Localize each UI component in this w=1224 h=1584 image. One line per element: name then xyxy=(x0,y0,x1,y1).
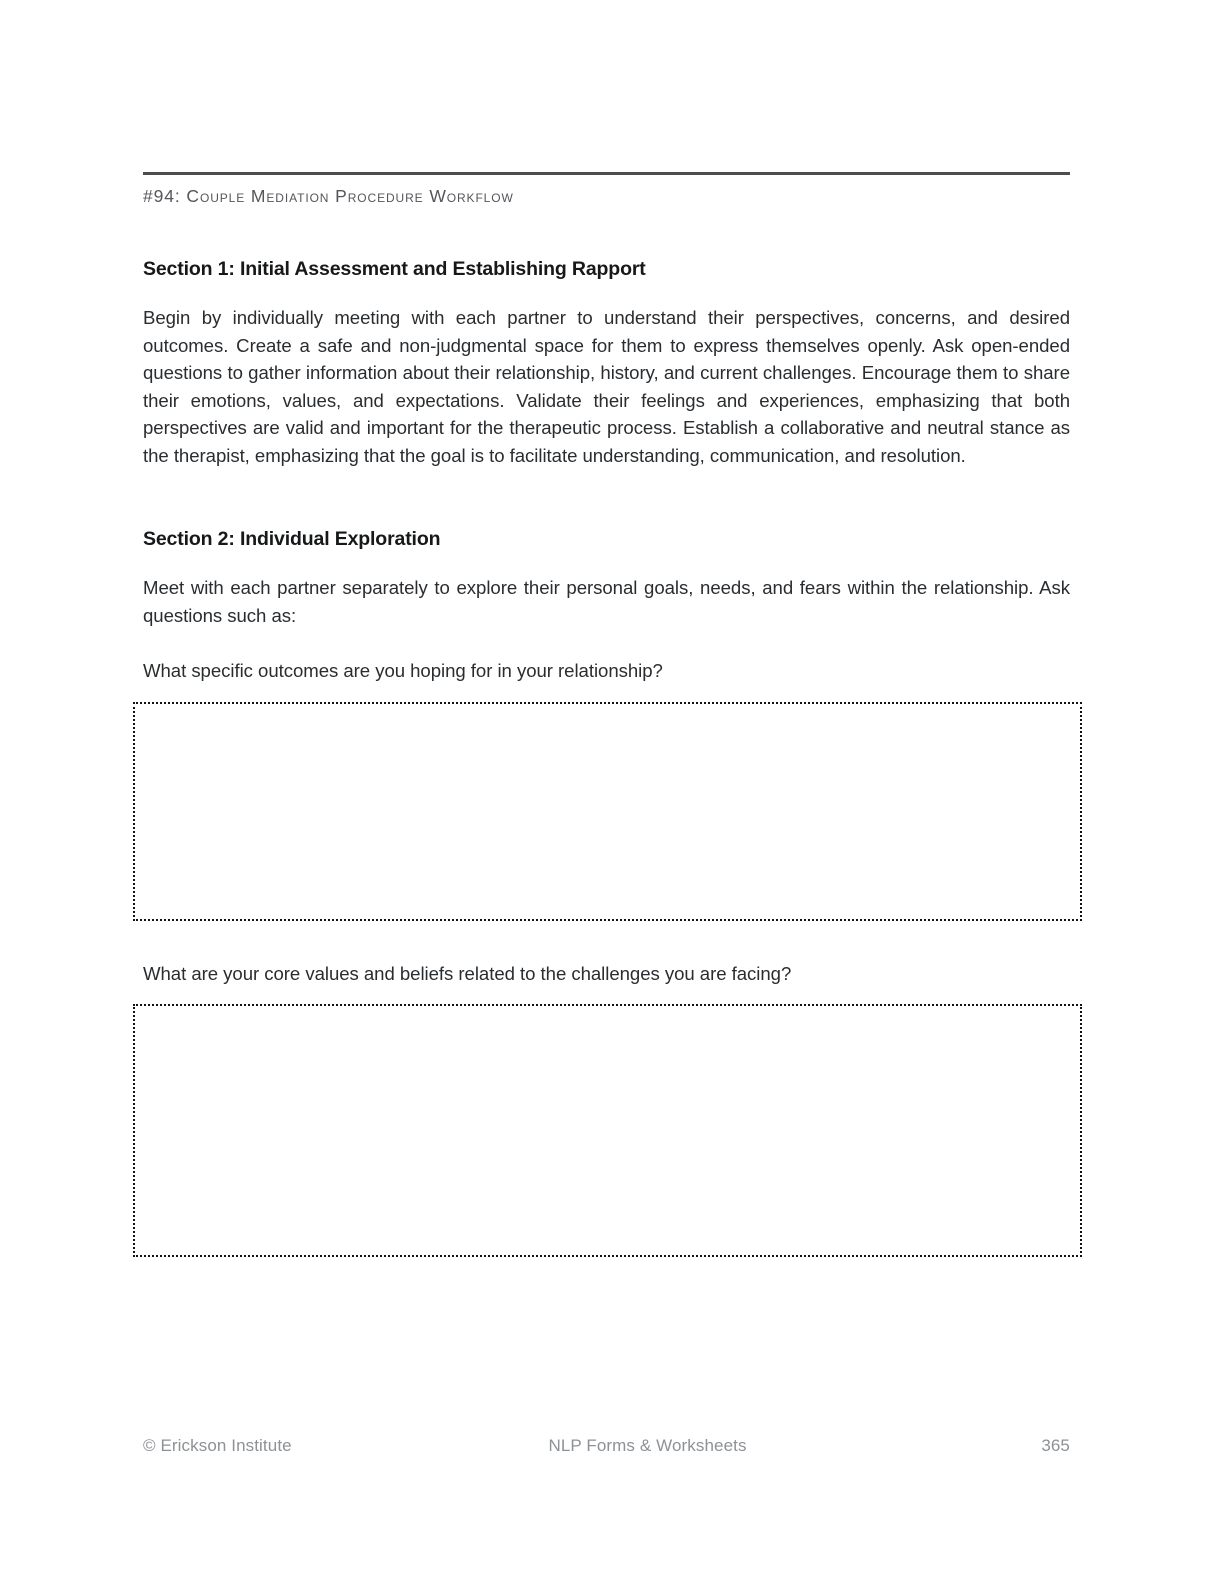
spacer xyxy=(143,921,1070,960)
spacer xyxy=(143,469,1070,528)
spacer xyxy=(143,281,1070,304)
footer-document-title: NLP Forms & Worksheets xyxy=(548,1436,747,1455)
spacer xyxy=(143,987,1070,1004)
running-head-title: #94: Couple Mediation Procedure Workflow xyxy=(143,186,514,206)
spacer xyxy=(143,685,1070,702)
section-1-paragraph: Begin by individually meeting with each partner to understand their perspectives, concerns, and desired outcomes. Create a safe and non-judgmental space for them to express themselves openly. Ask open-ended questions to gather information about their relationship, history, and current challenges. Encourage them to share their emotions, values, and expectations. Validate their feelings and experiences, emphasizing that both perspectives are valid and important for the therapeutic process. Establish a collaborative and neutral stance as the therapist, emphasizing that the goal is to facilitate understanding, communication, and resolution. xyxy=(143,307,1070,466)
page-content xyxy=(143,258,1070,1257)
page-header xyxy=(143,172,1070,207)
question-2-label: What are your core values and beliefs related to the challenges you are facing? xyxy=(143,962,792,984)
footer-page-number: 365 xyxy=(1041,1436,1070,1455)
question-1-label: What specific outcomes are you hoping for in your relationship? xyxy=(143,660,663,681)
footer-copyright: © Erickson Institute xyxy=(143,1436,292,1455)
answer-field-question-1[interactable] xyxy=(133,702,1082,921)
section-2-heading: Section 2: Individual Exploration xyxy=(143,528,441,550)
section-2-paragraph: Meet with each partner separately to explore their personal goals, needs, and fears within the relationship. Ask questions such as: xyxy=(143,577,1070,626)
page-footer xyxy=(143,1436,1070,1456)
section-1-heading: Section 1: Initial Assessment and Establishing Rapport xyxy=(143,258,646,280)
spacer xyxy=(143,551,1070,574)
answer-field-question-2[interactable] xyxy=(133,1004,1082,1257)
header-rule xyxy=(143,172,1070,175)
spacer xyxy=(143,629,1070,657)
